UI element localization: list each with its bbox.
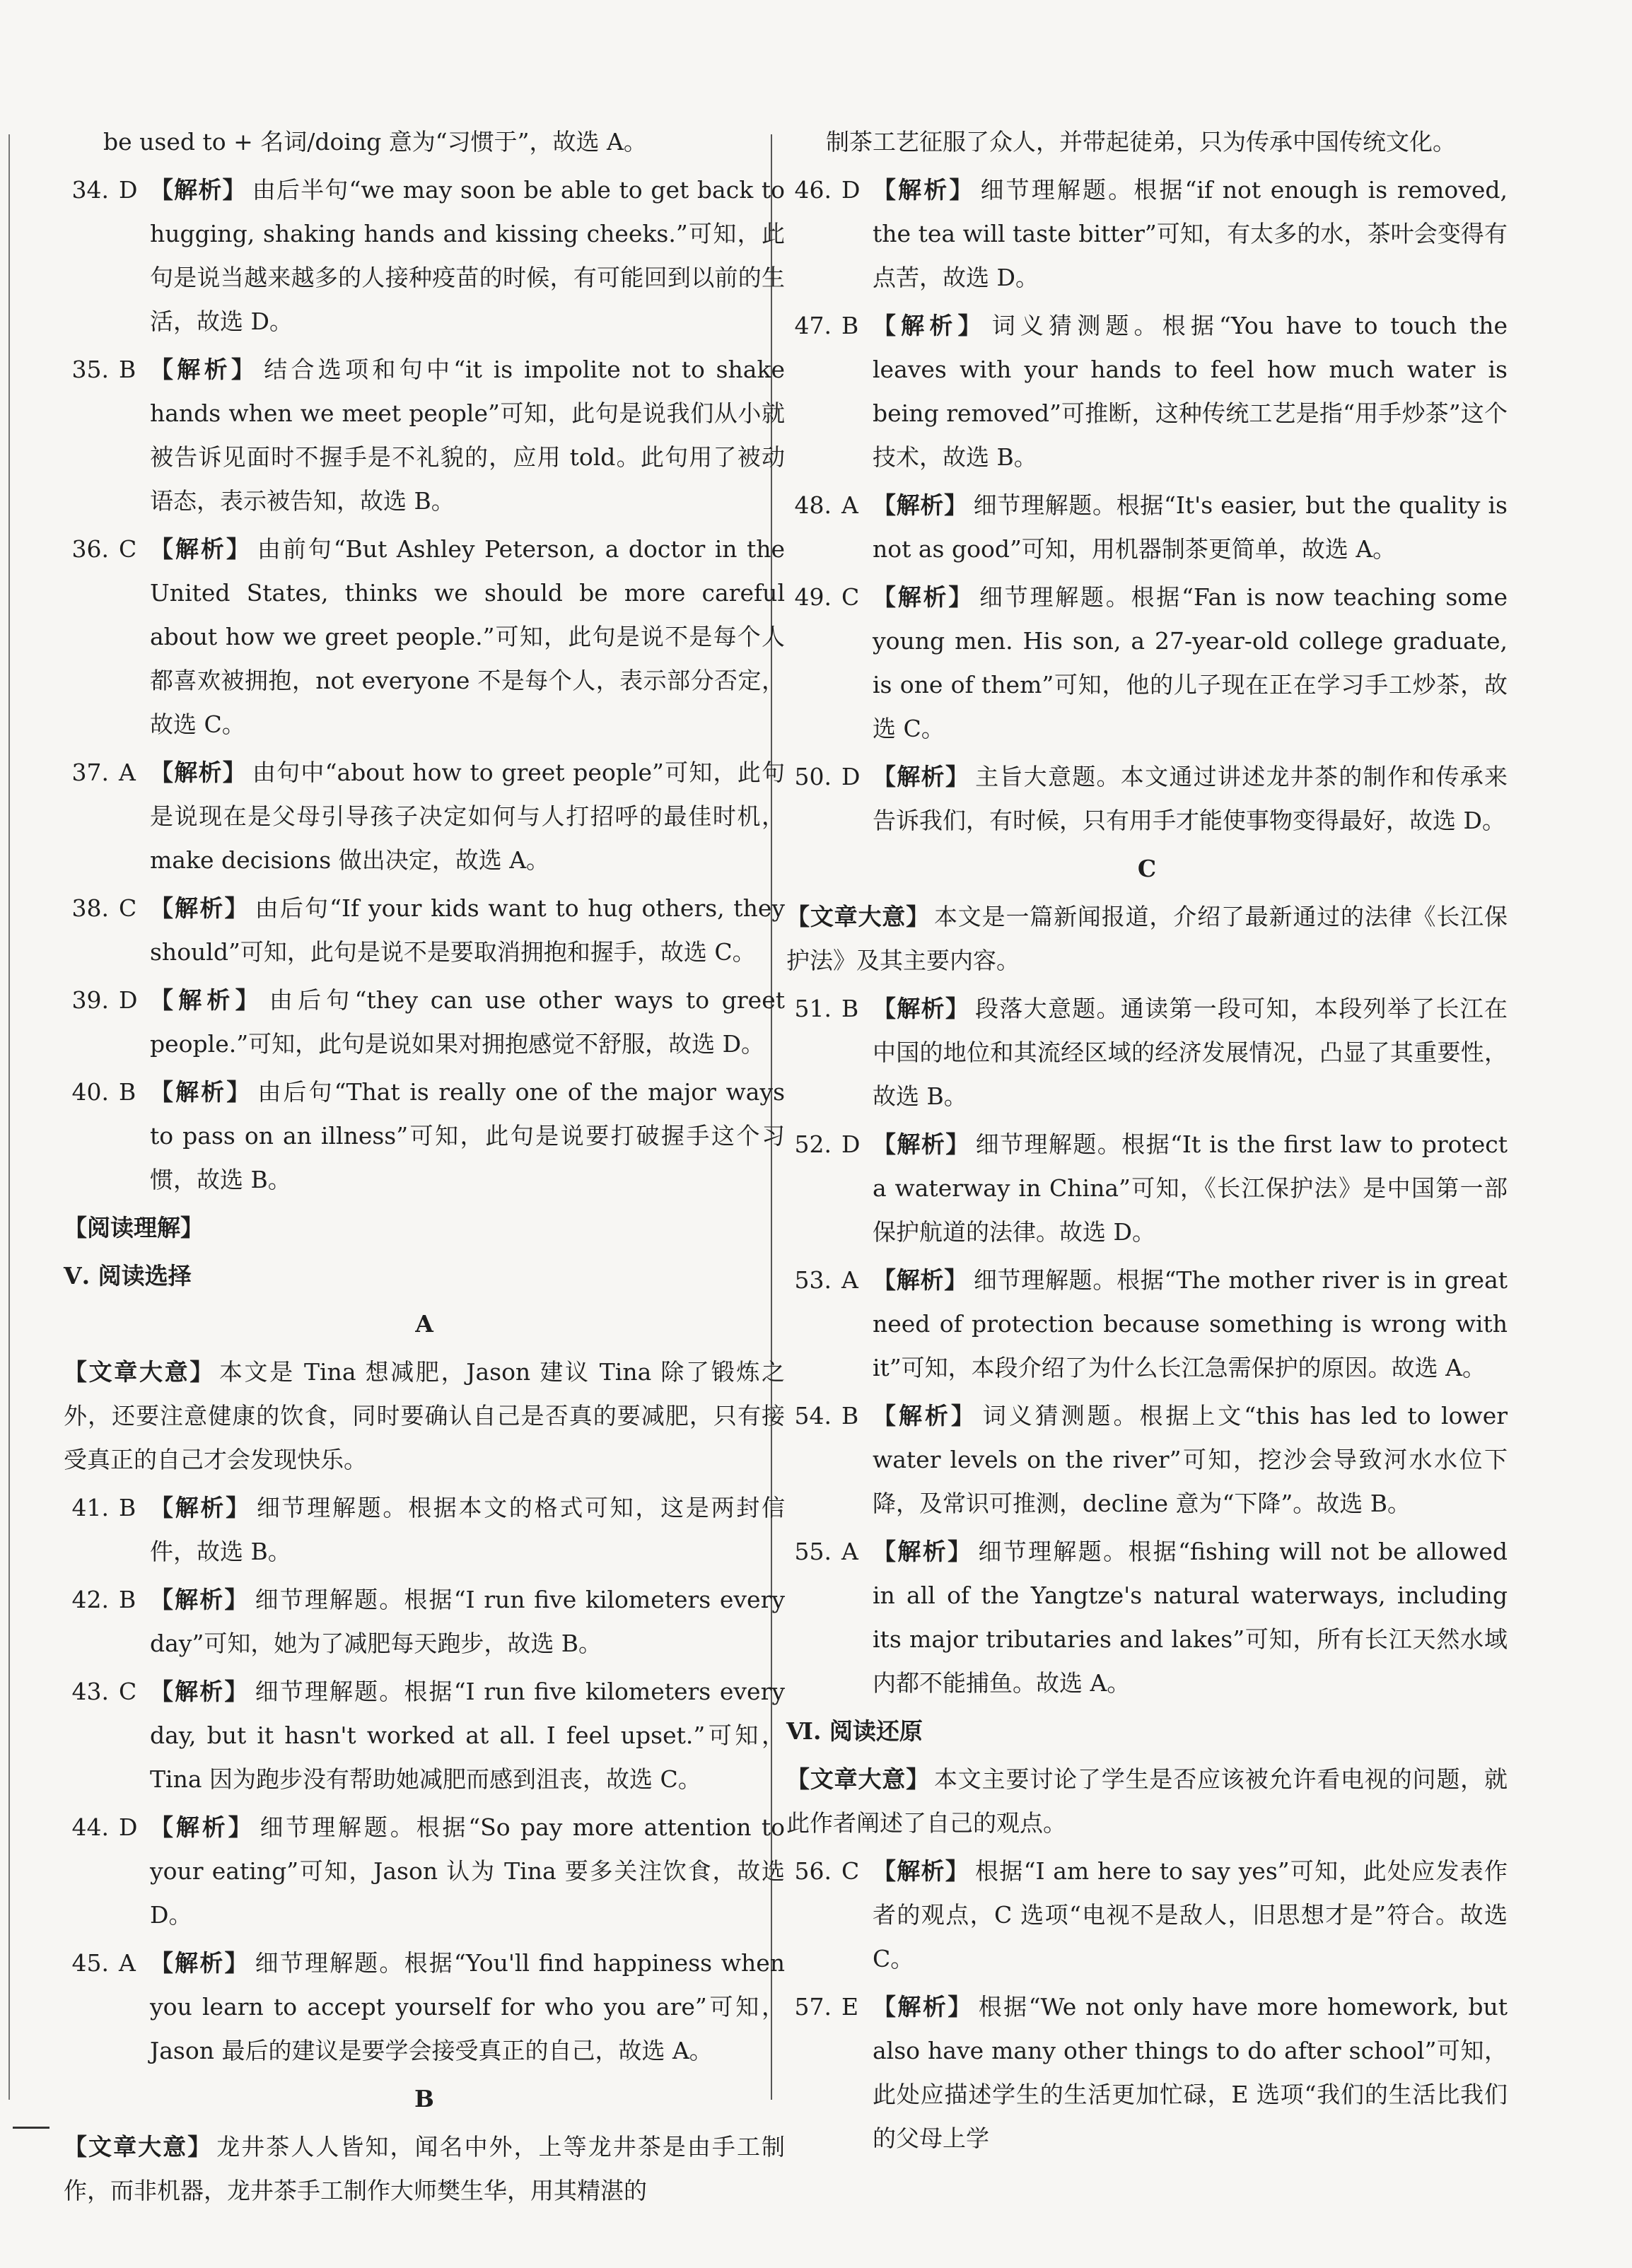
explanation-text: 细节理解题。根据“I run five kilometers every day, but it hasn't worked at all. I feel upset.”可知，Tina 因为跑步没有帮助她减肥而感到沮丧，故选 C。 (150, 1678, 785, 1793)
passage-heading-a: A (415, 1310, 433, 1338)
explanation-text: 细节理解题。根据“if not enough is removed, the tea will taste bitter”可知，有太多的水，茶叶会变得有点苦，故选 D。 (873, 176, 1508, 291)
item-explanation (150, 1806, 785, 1937)
explanation-text: 段落大意题。通读第一段可知，本段列举了长江在中国的地位和其流经区域的经济发展情况，凸显了其重要性，故选 B。 (873, 995, 1508, 1110)
answer-list-34-40 (64, 168, 785, 1202)
answer-list-41-45 (64, 1486, 785, 2073)
explanation-text: 细节理解题。根据本文的格式可知，这是两封信件，故选 B。 (150, 1494, 786, 1565)
answer-list-51-55 (786, 987, 1508, 1705)
item-number: 36. (71, 535, 109, 563)
item-answer: D (119, 1813, 138, 1841)
summary-tag: 【文章大意】 (64, 2133, 213, 2161)
item-explanation (873, 1394, 1508, 1526)
explanation-text: 由后半句“we may soon be able to get back to hugging, shaking hands and kissing cheeks.”可知，此句是说当越来越多的人接种疫苗的时候，有可能回到以前的生活，故选 D。 (150, 176, 785, 335)
page-edge-line (8, 134, 10, 2100)
analysis-tag: 【解析】 (150, 1078, 252, 1106)
item-explanation (873, 987, 1508, 1118)
summary-tag: 【文章大意】 (786, 903, 930, 930)
item-explanation (150, 978, 785, 1066)
section-reading-comprehension: 【阅读理解】 (64, 1214, 204, 1241)
item-answer: A (841, 491, 858, 519)
item-number: 52. (794, 1130, 832, 1158)
analysis-tag: 【解析】 (873, 1266, 968, 1294)
item-answer: C (119, 894, 137, 922)
analysis-tag: 【解析】 (150, 535, 252, 563)
item-answer: C (119, 1678, 137, 1705)
summary-tag: 【文章大意】 (786, 1765, 930, 1793)
explanation-text: 细节理解题。根据“Fan is now teaching some young men. His son, a 27-year-old college graduate, is one of them”可知，他的儿子现在正在学习手工炒茶，故选 C。 (873, 583, 1508, 742)
explanation-text: 结合选项和句中“it is impolite not to shake hands when we meet people”可知，此句是说我们从小就被告诉见面时不握手是不礼貌的，应用 told。此句用了被动语态，表示被告知，故选 B。 (150, 356, 785, 515)
item-number: 57. (794, 1993, 832, 2021)
section-reading-choice: Ⅴ. 阅读选择 (64, 1262, 192, 1290)
item-number: 47. (794, 312, 832, 339)
item-answer: D (841, 1130, 861, 1158)
item-explanation (150, 887, 785, 974)
answer-item (64, 168, 785, 344)
item-explanation (150, 751, 785, 882)
item-answer: D (841, 763, 861, 790)
answer-item (786, 1123, 1508, 1254)
answer-item (64, 1670, 785, 1801)
analysis-tag: 【解析】 (150, 176, 247, 204)
left-column (64, 120, 785, 2217)
analysis-tag: 【解析】 (873, 312, 986, 339)
explanation-text: 词义猜测题。根据“You have to touch the leaves with your hands to feel how much water is being removed”可推断，这种传统工艺是指“用手炒茶”这个技术，故选 B。 (873, 312, 1508, 471)
passage-summary-c (786, 895, 1508, 983)
analysis-tag: 【解析】 (873, 1402, 977, 1430)
answer-item (64, 978, 785, 1066)
answer-item (786, 755, 1508, 843)
item-answer: D (119, 176, 138, 204)
analysis-tag: 【解析】 (873, 583, 974, 611)
item-explanation (150, 527, 785, 747)
item-number: 41. (71, 1494, 109, 1521)
explanation-text: 由前句“But Ashley Peterson, a doctor in the United States, thinks we should be more careful about how we greet people.”可知，此句是说不是每个人都喜欢被拥抱，not everyone 不是每个人，表示部分否定，故选 C。 (150, 535, 786, 738)
item-explanation (150, 348, 785, 523)
item-number: 37. (71, 759, 109, 786)
item-number: 55. (794, 1538, 832, 1565)
answer-item (64, 751, 785, 882)
item-explanation (150, 1070, 785, 1202)
analysis-tag: 【解析】 (150, 356, 259, 383)
analysis-tag: 【解析】 (873, 176, 975, 204)
passage-summary-d (786, 1758, 1508, 1845)
item-number: 35. (71, 356, 109, 383)
item-number: 56. (794, 1857, 832, 1885)
item-explanation (873, 1985, 1508, 2161)
summary-text: 龙井茶人人皆知，闻名中外，上等龙井茶是由手工制作，而非机器，龙井茶手工制作大师樊生华，用其精湛的 (64, 2133, 786, 2204)
answer-item (786, 304, 1508, 479)
explanation-text: 根据“We not only have more homework, but also have many other things to do after school”可知，此处应描述学生的生活更加忙碌，E 选项“我们的生活比我们的父母上学 (873, 1993, 1508, 2152)
item-answer: A (119, 759, 136, 786)
item-number: 44. (71, 1813, 109, 1841)
answer-item (786, 484, 1508, 571)
item-answer: B (119, 1494, 136, 1521)
analysis-tag: 【解析】 (873, 1130, 970, 1158)
answer-item (786, 1985, 1508, 2161)
explanation-text: 由后句“If your kids want to hug others, they should”可知，此句是说不是要取消拥抱和握手，故选 C。 (150, 894, 785, 966)
analysis-tag: 【解析】 (150, 1586, 250, 1613)
explanation-text: 细节理解题。根据“It is the first law to protect a waterway in China”可知，《长江保护法》是中国第一部保护航道的法律。故选 D。 (873, 1130, 1508, 1246)
analysis-tag: 【解析】 (873, 1993, 973, 2021)
analysis-tag: 【解析】 (150, 986, 264, 1014)
item-explanation (150, 1670, 785, 1801)
section-reading-restore: Ⅵ. 阅读还原 (786, 1717, 923, 1745)
answer-item (786, 1394, 1508, 1526)
explanation-text: 细节理解题。根据“The mother river is in great need of protection because something is wrong with it”可知，本段介绍了为什么长江急需保护的原因。故选 A。 (873, 1266, 1508, 1381)
item-answer: B (841, 1402, 859, 1430)
answer-item (786, 1849, 1508, 1981)
analysis-tag: 【解析】 (873, 1857, 970, 1885)
explanation-text: 根据“I am here to say yes”可知，此处应发表作者的观点，C 选项“电视不是敌人，旧思想才是”符合。故选 C。 (873, 1857, 1508, 1972)
answer-item (64, 1806, 785, 1937)
summary-text: 本文是 Tina 想减肥，Jason 建议 Tina 除了锻炼之外，还要注意健康的饮食，同时要确认自己是否真的要减肥，只有接受真正的自己才会发现快乐。 (64, 1358, 785, 1473)
footer-mark (13, 2127, 49, 2129)
analysis-tag: 【解析】 (873, 995, 970, 1022)
item-number: 49. (794, 583, 832, 611)
item-explanation (150, 168, 785, 344)
item-answer: B (119, 356, 136, 383)
item-number: 45. (71, 1949, 109, 1977)
item-answer: B (841, 995, 859, 1022)
analysis-tag: 【解析】 (873, 763, 970, 790)
item-answer: A (841, 1266, 858, 1294)
answer-item (64, 348, 785, 523)
item-explanation (873, 1849, 1508, 1981)
answer-item (786, 987, 1508, 1118)
item-answer: B (841, 312, 859, 339)
passage-heading-c: C (1137, 855, 1157, 882)
explanation-text: 由后句“That is really one of the major ways to pass on an illness”可知，此句是说要打破握手这个习惯，故选 B。 (150, 1078, 786, 1193)
item-answer: D (119, 986, 138, 1014)
analysis-tag: 【解析】 (150, 1494, 251, 1521)
explanation-text: 由后句“they can use other ways to greet people.”可知，此句是说如果对拥抱感觉不舒服，故选 D。 (150, 986, 785, 1058)
answer-item (64, 527, 785, 747)
item-explanation (150, 1578, 785, 1666)
continued-text: be used to + 名词/doing 意为“习惯于”，故选 A。 (103, 128, 647, 156)
answer-item (64, 1941, 785, 2073)
answer-list-56-57 (786, 1849, 1508, 2161)
item-number: 40. (71, 1078, 109, 1106)
item-explanation (873, 1123, 1508, 1254)
analysis-tag: 【解析】 (150, 759, 247, 786)
item-number: 42. (71, 1586, 109, 1613)
answer-list-46-50 (786, 168, 1508, 843)
item-number: 51. (794, 995, 832, 1022)
explanation-text: 细节理解题。根据“I run five kilometers every day”可知，她为了减肥每天跑步，故选 B。 (150, 1586, 785, 1657)
explanation-text: 细节理解题。根据“fishing will not be allowed in all of the Yangtze's natural waterways, including its major tributaries and lakes”可知，所有长江天然水域内都不能捕鱼。故选 A。 (873, 1538, 1508, 1697)
item-number: 38. (71, 894, 109, 922)
item-explanation (150, 1486, 785, 1574)
item-answer: C (841, 1857, 860, 1885)
analysis-tag: 【解析】 (150, 894, 250, 922)
item-answer: D (841, 176, 861, 204)
item-explanation (873, 484, 1508, 571)
analysis-tag: 【解析】 (150, 1813, 255, 1841)
answer-item (64, 1578, 785, 1666)
summary-text: 本文主要讨论了学生是否应该被允许看电视的问题，就此作者阐述了自己的观点。 (786, 1765, 1508, 1837)
item-explanation (873, 304, 1508, 479)
passage-summary-b (64, 2125, 785, 2213)
answer-item (64, 1486, 785, 1574)
summary-text: 本文是一篇新闻报道，介绍了最新通过的法律《长江保护法》及其主要内容。 (786, 903, 1508, 974)
item-number: 39. (71, 986, 109, 1014)
item-number: 53. (794, 1266, 832, 1294)
item-answer: E (841, 1993, 859, 2021)
item-number: 43. (71, 1678, 109, 1705)
item-number: 50. (794, 763, 832, 790)
answer-item (786, 575, 1508, 751)
answer-item (64, 1070, 785, 1202)
item-explanation (873, 575, 1508, 751)
item-explanation (150, 1941, 785, 2073)
analysis-tag: 【解析】 (873, 491, 968, 519)
item-answer: C (119, 535, 137, 563)
passage-heading-b: B (414, 2085, 434, 2112)
explanation-text: 细节理解题。根据“So pay more attention to your eating”可知，Jason 认为 Tina 要多关注饮食，故选 D。 (150, 1813, 785, 1929)
continued-text: 制茶工艺征服了众人，并带起徒弟，只为传承中国传统文化。 (826, 128, 1456, 156)
analysis-tag: 【解析】 (873, 1538, 973, 1565)
item-explanation (873, 1530, 1508, 1705)
item-explanation (873, 755, 1508, 843)
explanation-text: 细节理解题。根据“It's easier, but the quality is not as good”可知，用机器制茶更简单，故选 A。 (873, 491, 1508, 563)
item-answer: B (119, 1078, 136, 1106)
item-answer: A (119, 1949, 136, 1977)
item-explanation (873, 168, 1508, 300)
item-number: 48. (794, 491, 832, 519)
item-number: 54. (794, 1402, 832, 1430)
item-number: 34. (71, 176, 109, 204)
item-answer: B (119, 1586, 136, 1613)
summary-tag: 【文章大意】 (64, 1358, 215, 1386)
right-column (786, 120, 1508, 2165)
analysis-tag: 【解析】 (150, 1949, 250, 1977)
item-explanation (873, 1258, 1508, 1390)
passage-summary-a (64, 1350, 785, 1482)
explanation-text: 词义猜测题。根据上文“this has led to lower water levels on the river”可知，挖沙会导致河水水位下降，及常识可推测，decline 意为“下降”。故选 B。 (873, 1402, 1508, 1517)
answer-item (786, 168, 1508, 300)
item-answer: C (841, 583, 860, 611)
explanation-text: 主旨大意题。本文通过讲述龙井茶的制作和传承来告诉我们，有时候，只有用手才能使事物变得最好，故选 D。 (873, 763, 1508, 834)
answer-item (786, 1530, 1508, 1705)
answer-item (786, 1258, 1508, 1390)
item-answer: A (841, 1538, 858, 1565)
answer-item (64, 887, 785, 974)
analysis-tag: 【解析】 (150, 1678, 250, 1705)
explanation-text: 细节理解题。根据“You'll find happiness when you learn to accept yourself for who you are”可知，Jason 最后的建议是要学会接受真正的自己，故选 A。 (150, 1949, 785, 2064)
item-number: 46. (794, 176, 832, 204)
explanation-text: 由句中“about how to greet people”可知，此句是说现在是父母引导孩子决定如何与人打招呼的最佳时机，make decisions 做出决定，故选 A。 (150, 759, 786, 874)
